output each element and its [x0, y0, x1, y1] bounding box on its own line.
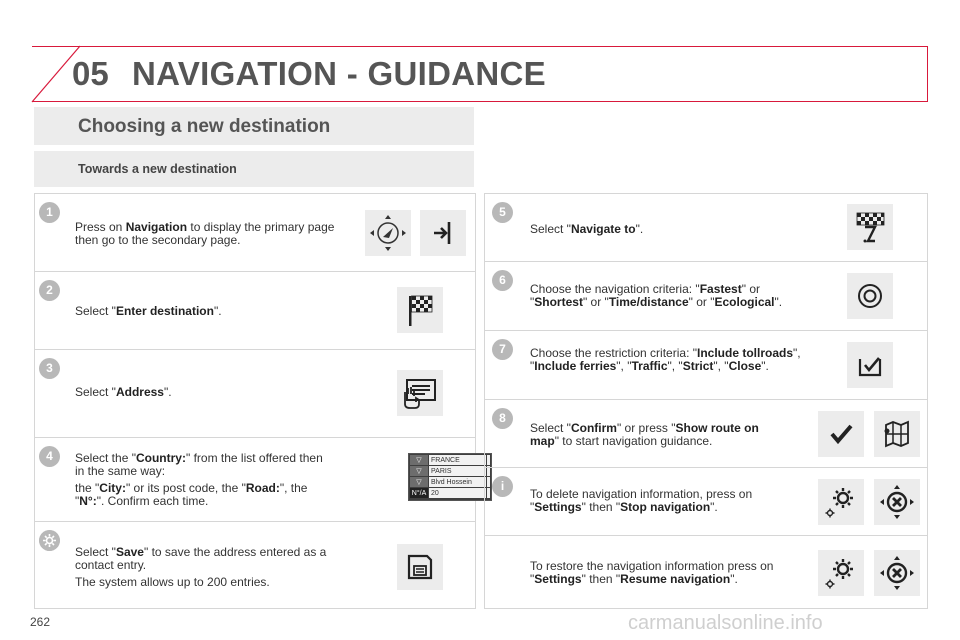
step-badge: 5	[492, 202, 513, 223]
navigate-to-icon[interactable]	[847, 204, 893, 250]
step-badge: 1	[39, 202, 60, 223]
step-badge: 2	[39, 280, 60, 301]
step-text: Select "Address".	[75, 385, 172, 399]
address-keyboard-icon[interactable]	[397, 370, 443, 416]
step-text: To restore the navigation information press on "Settings" then "Resume navigation".	[530, 559, 774, 586]
info-badge: i	[492, 476, 513, 497]
settings-badge-icon	[39, 530, 60, 551]
step-save	[35, 522, 475, 610]
settings-gears-icon[interactable]	[818, 550, 864, 596]
list-item[interactable]: ▽ Blvd Hossein	[409, 477, 491, 488]
step-3	[35, 350, 475, 438]
step-text: Select "Navigate to".	[530, 222, 644, 236]
save-floppy-icon[interactable]	[397, 544, 443, 590]
step-4	[35, 438, 475, 522]
step-text: To delete navigation information, press on "Settings" then "Stop navigation".	[530, 487, 753, 514]
step-text: Select "Enter destination".	[75, 304, 222, 318]
step-text: Choose the restriction criteria: "Include tollroads", "Include ferries", "Traffic", "Strict", "Close".	[530, 346, 801, 373]
step-5	[485, 194, 927, 262]
step-info-delete	[485, 468, 927, 536]
show-map-icon[interactable]	[874, 411, 920, 457]
step-badge: 3	[39, 358, 60, 379]
chapter-number: 05	[72, 55, 109, 92]
step-info-restore	[485, 536, 927, 610]
step-7	[485, 331, 927, 400]
step-text: Select "Save" to save the address entered as a contact entry. The system allows up to 200 entries.	[75, 545, 327, 589]
step-badge: 8	[492, 408, 513, 429]
right-steps-panel	[484, 193, 928, 609]
step-badge: 7	[492, 339, 513, 360]
section-title: Choosing a new destination	[78, 116, 331, 137]
page-title: NAVIGATION - GUIDANCE	[132, 55, 546, 92]
secondary-page-icon[interactable]	[420, 210, 466, 256]
step-badge: 6	[492, 270, 513, 291]
watermark: carmanualsonline.info	[628, 612, 823, 634]
checkered-flag-icon[interactable]	[397, 287, 443, 333]
step-8	[485, 400, 927, 468]
step-1	[35, 194, 475, 272]
list-item[interactable]: N°/A 20	[409, 488, 491, 499]
confirm-check-icon[interactable]	[818, 411, 864, 457]
settings-gears-icon[interactable]	[818, 479, 864, 525]
step-text: Select the "Country:" from the list offered then in the same way: the "City:" or its post code, the "Road:", the "N°:". Confirm each time.	[75, 451, 323, 508]
step-2	[35, 272, 475, 350]
step-6	[485, 262, 927, 331]
criteria-icon[interactable]	[847, 273, 893, 319]
restriction-check-icon[interactable]	[847, 342, 893, 388]
navigation-dial-icon[interactable]	[365, 210, 411, 256]
address-entry-list[interactable]	[408, 453, 492, 501]
subsection-title: Towards a new destination	[78, 162, 237, 176]
resume-navigation-icon[interactable]	[874, 550, 920, 596]
list-item[interactable]: ▽ FRANCE	[409, 455, 491, 466]
step-text: Choose the navigation criteria: "Fastest" or "Shortest" or "Time/distance" or "Ecological".	[530, 282, 783, 309]
page-number: 262	[30, 615, 51, 629]
stop-navigation-icon[interactable]	[874, 479, 920, 525]
list-item[interactable]: ▽ PARIS	[409, 466, 491, 477]
step-badge: 4	[39, 446, 60, 467]
left-steps-panel	[34, 193, 476, 609]
step-text: Select "Confirm" or press "Show route on map" to start navigation guidance.	[530, 421, 759, 448]
step-text: Press on Navigation to display the primary page then go to the secondary page.	[75, 220, 335, 247]
